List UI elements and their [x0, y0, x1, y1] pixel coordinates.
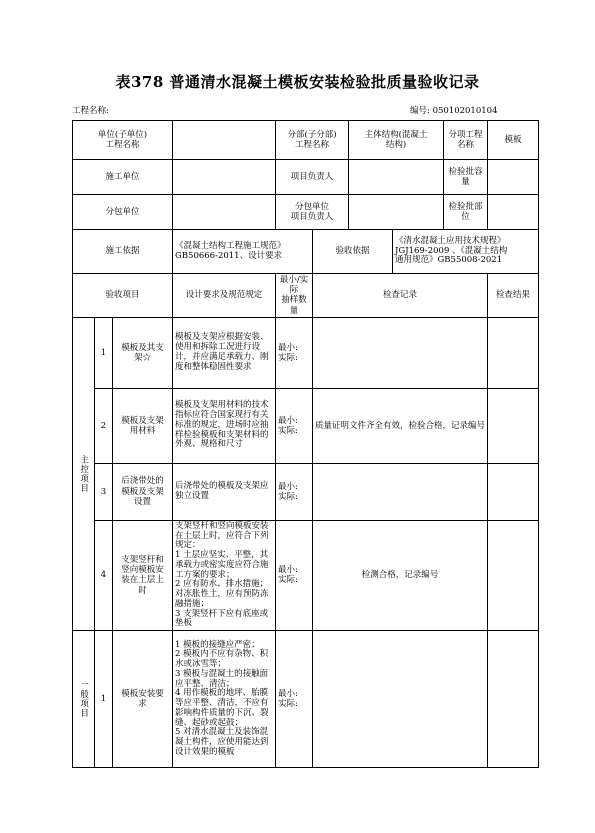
code-label: 编号:: [410, 106, 430, 116]
general-item-row: [73, 631, 539, 768]
col-record-header: 检查记录: [313, 274, 488, 318]
item-name: 模板及其支 架☆: [113, 317, 173, 388]
check-record[interactable]: [313, 463, 488, 520]
general-item-label: 一般项目: [73, 631, 95, 768]
item-requirement: 模板及支架用材料的技术指标应符合国家现行有关标准的规定，进场时应抽样检验模板和支架材料的外观、规格和尺寸: [173, 388, 276, 463]
batch-part-label: 检验批部位: [444, 195, 488, 230]
batch-part-value[interactable]: [488, 195, 539, 230]
item-number: 1: [95, 631, 113, 768]
batch-capacity-value[interactable]: [488, 160, 539, 195]
check-record[interactable]: [313, 317, 488, 388]
subcontract-manager-value[interactable]: [349, 195, 444, 230]
unit-label: 单位(子单位) 工程名称: [73, 121, 173, 160]
check-result[interactable]: [488, 520, 539, 630]
header-row-unit: [73, 121, 539, 160]
item-name: 模板安装要 求: [113, 631, 173, 768]
page-title: 表378 普通清水混凝土模板安装检验批质量验收记录: [115, 73, 480, 91]
check-record[interactable]: [313, 631, 488, 768]
col-item-header: 验收项目: [73, 274, 173, 318]
code-field: [410, 104, 497, 116]
subcontract-unit-label: 分包单位: [73, 195, 173, 230]
check-result[interactable]: [488, 317, 539, 388]
sample-quantity[interactable]: 最小: 实际:: [276, 631, 313, 768]
sample-quantity[interactable]: 最小: 实际:: [276, 388, 313, 463]
main-item-row: [73, 388, 539, 463]
main-item-row: [73, 317, 539, 388]
division-value: 主体结构(混凝土 结构): [349, 121, 444, 160]
item-name: 模板及支架 用材料: [113, 388, 173, 463]
check-result[interactable]: [488, 388, 539, 463]
subcontract-manager-label: 分包单位 项目负责人: [276, 195, 349, 230]
main-item-row: [73, 520, 539, 630]
main-control-label: 主控项目: [73, 317, 95, 630]
project-name-label: 工程名称:: [72, 106, 109, 116]
item-number: 3: [95, 463, 113, 520]
col-requirement-header: 设计要求及规范规定: [173, 274, 276, 318]
sample-quantity[interactable]: 最小: 实际:: [276, 520, 313, 630]
batch-capacity-label: 检验批容量: [444, 160, 488, 195]
check-record[interactable]: 质量证明文件齐全有效，检验合格，记录编号: [313, 388, 488, 463]
header-row-basis: [73, 230, 539, 274]
item-requirement: 支架竖杆和竖向模板安装在土层上时，应符合下列规定： 1 土层应坚实、平整，其承载力或密实度应符合施工方案的要求； 2 应有防水、排水措施；对冻胀性土，应有预防冻融措施； 3 支架竖杆下应有底座或垫板: [173, 520, 276, 630]
sample-quantity[interactable]: 最小: 实际:: [276, 463, 313, 520]
project-manager-label: 项目负责人: [276, 160, 349, 195]
item-requirement: 1 模板的接缝应严密； 2 模板内不应有杂物、积水或冰雪等； 3 模板与混凝土的接触面应平整、清洁； 4 用作模板的地坪、胎膜等应平整、清洁，不应有影响构件质量的下沉、裂缝、起砂或起鼓； 5 对清水混凝土及装饰混凝土构件，应使用能达到设计效果的模板: [173, 631, 276, 768]
header-row-construction: [73, 160, 539, 195]
column-header-row: [73, 274, 539, 318]
construction-unit-value[interactable]: [173, 160, 276, 195]
check-result[interactable]: [488, 463, 539, 520]
sample-quantity[interactable]: 最小: 实际:: [276, 317, 313, 388]
check-record[interactable]: 检测合格，记录编号: [313, 520, 488, 630]
col-result-header: 检查结果: [488, 274, 539, 318]
main-item-row: [73, 463, 539, 520]
unit-value[interactable]: [173, 121, 276, 160]
item-number: 2: [95, 388, 113, 463]
construction-basis-label: 施工依据: [73, 230, 173, 274]
construction-basis-value: 《混凝土结构工程施工规范》 GB50666-2011、设计要求: [173, 230, 313, 274]
col-sample-header: 最小/实际 抽样数量: [276, 274, 313, 318]
item-name: 支架竖杆和 竖向模板安 装在土层上 时: [113, 520, 173, 630]
subcontract-unit-value[interactable]: [173, 195, 276, 230]
item-requirement: 模板及支架应根据安装、使用和拆除工况进行设计，并应满足承载力、刚度和整体稳固性要求: [173, 317, 276, 388]
header-row-subcontract: [73, 195, 539, 230]
item-number: 1: [95, 317, 113, 388]
check-result[interactable]: [488, 631, 539, 768]
code-value: 050102010104: [432, 106, 498, 116]
subitem-value: 模板: [488, 121, 539, 160]
inspection-form-table: [72, 120, 539, 768]
construction-unit-label: 施工单位: [73, 160, 173, 195]
item-name: 后浇带处的 模板及支架 设置: [113, 463, 173, 520]
acceptance-basis-value: 《清水混凝土应用技术规程》 JGJ169-2009 、《混凝土结构 通用规范》GB55008-2021: [393, 230, 539, 274]
subitem-label: 分项工程名称: [444, 121, 488, 160]
division-label: 分部(子分部) 工程名称: [276, 121, 349, 160]
project-manager-value[interactable]: [349, 160, 444, 195]
acceptance-basis-label: 验收依据: [313, 230, 393, 274]
item-requirement: 后浇带处的模板及支架应独立设置: [173, 463, 276, 520]
item-number: 4: [95, 520, 113, 630]
